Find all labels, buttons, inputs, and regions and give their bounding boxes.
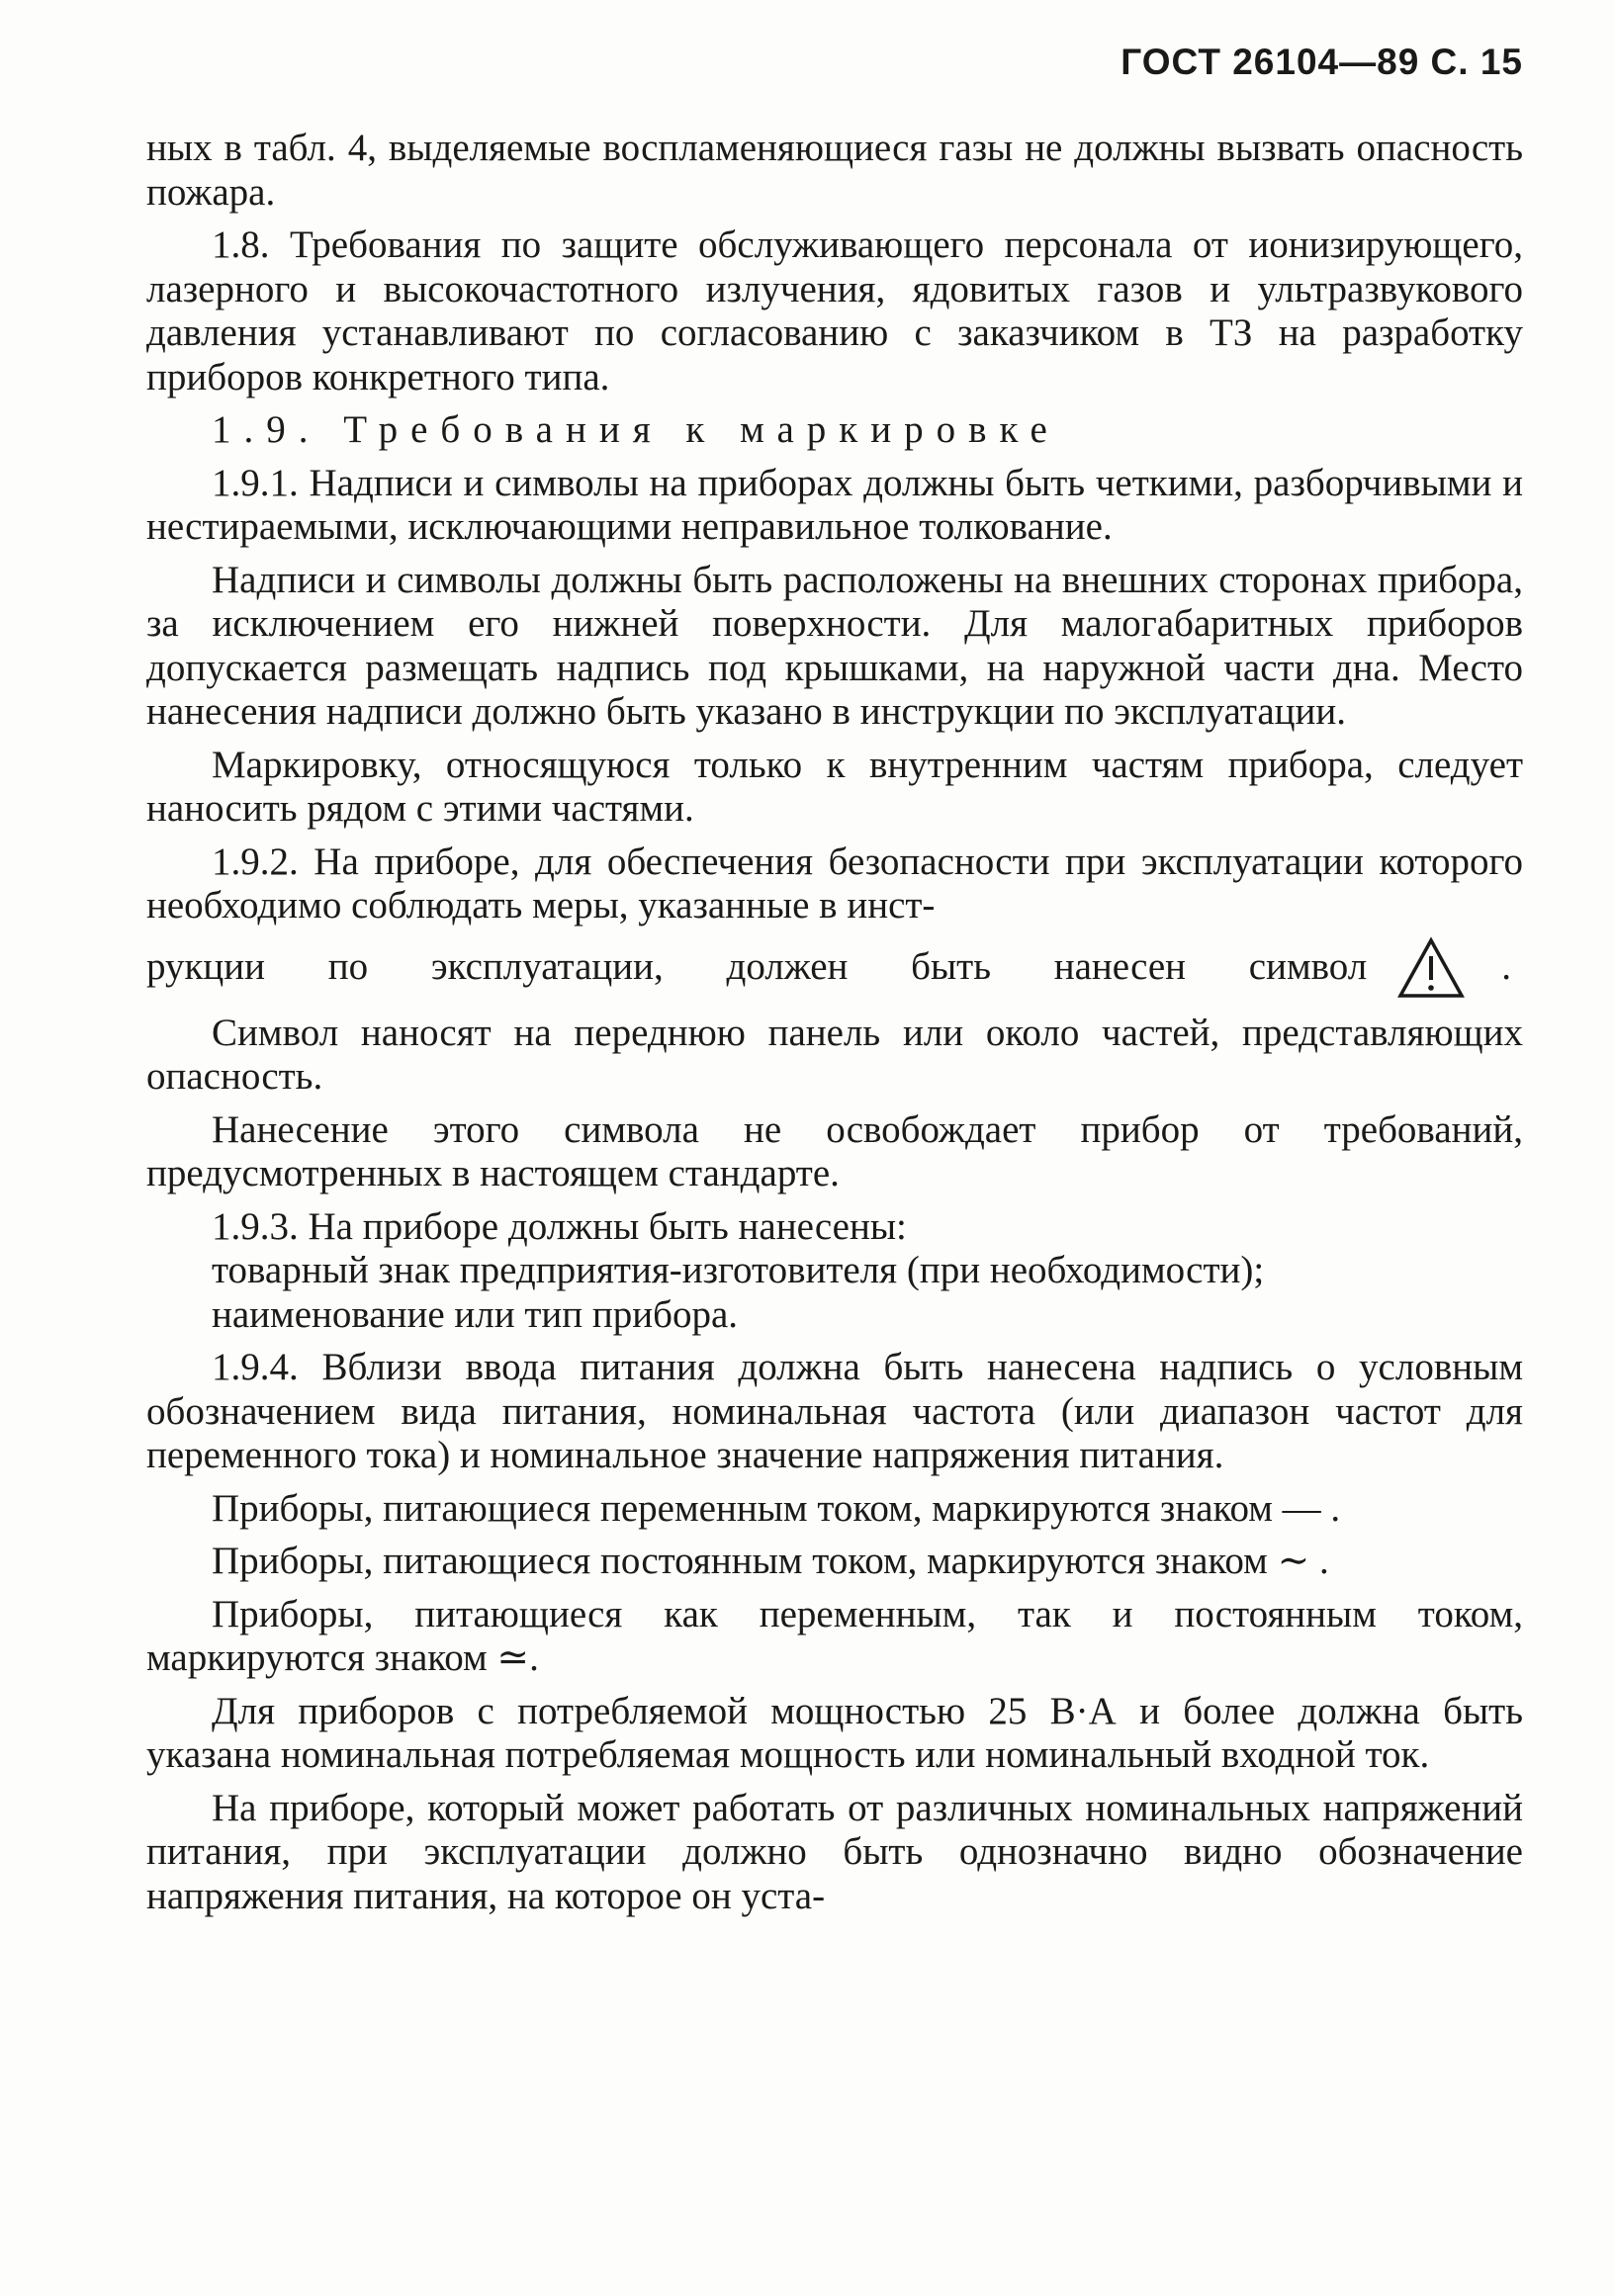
- section-heading-1-9: 1.9. Требования к маркировке: [212, 408, 1060, 451]
- list-item-device-name: наименование или тип прибора.: [212, 1292, 739, 1336]
- paragraph-acdc-marking: Приборы, питающиеся как переменным, так и постоянным током, маркируются знаком ≃.: [146, 1592, 1523, 1679]
- paragraph-1-9-3: 1.9.3. На приборе должны быть нанесены:: [212, 1204, 907, 1248]
- page-header: ГОСТ 26104—89 С. 15: [1121, 42, 1523, 82]
- paragraph-inscriptions-placement: Надписи и символы должны быть расположены на внешних сторонах прибора, за исключением его нижней поверхности. Для малогабаритных приборов допускается размещать надпись под крышками, на наружной части дна. Место нанесения надписи должно быть указано в инструкции по эксплуатации.: [146, 558, 1523, 733]
- paragraph-continuation: ных в табл. 4, выделяемые воспламеняющиеся газы не должны вызвать опасность пожара.: [146, 127, 1523, 214]
- paragraph-dc-marking: Приборы, питающиеся постоянным током, маркируются знаком ∼ .: [212, 1540, 1329, 1582]
- list-item-trademark: товарный знак предприятия-изготовителя (при необходимости);: [212, 1249, 1265, 1291]
- paragraph-1-9-2: 1.9.2. На приборе, для обеспечения безопасности при эксплуатации которого необходимо соблюдать меры, указанные в инст-: [146, 839, 1523, 927]
- paragraph-symbol-obligation: Нанесение этого символа не освобождает прибор от требований, предусмотренных в настоящем стандарте.: [146, 1107, 1523, 1194]
- paragraph-1-8: 1.8. Требования по защите обслуживающего персонала от ионизирующего, лазерного и высокочастотного излучения, ядовитых газов и ультразвукового давления устанавливают по согласованию с заказчиком в ТЗ на разработку приборов конкретного типа.: [146, 223, 1523, 398]
- paragraph-1-9-4: 1.9.4. Вблизи ввода питания должна быть нанесена надпись о условным обозначением вида питания, номинальная частота (или диапазон частот для переменного тока) и номинальное значение напряжения питания.: [146, 1346, 1523, 1476]
- sentence-period: .: [1501, 945, 1511, 989]
- warning-symbol-line: [146, 936, 1523, 1000]
- warning-triangle-icon: [1396, 936, 1466, 1000]
- paragraph-power-rating: Для приборов с потребляемой мощностью 25 В·А и более должна быть указана номинальная потребляемая мощность или номинальный входной ток.: [146, 1689, 1523, 1776]
- paragraph-1-9-1: 1.9.1. Надписи и символы на приборах должны быть четкими, разборчивыми и нестираемыми, исключающими неправильное толкование.: [146, 461, 1523, 548]
- paragraph-voltage-selection: На приборе, который может работать от различных номинальных напряжений питания, при эксплуатации должно быть однозначно видно обозначение напряжения питания, на которое он уста-: [146, 1786, 1523, 1917]
- paragraph-internal-marking: Маркировку, относящуюся только к внутренним частям прибора, следует наносить рядом с этими частями.: [146, 743, 1523, 830]
- paragraph-symbol-placement: Символ наносят на переднюю панель или около частей, представляющих опасность.: [146, 1011, 1523, 1098]
- warning-symbol-text: рукции по эксплуатации, должен быть нанесен символ: [146, 945, 1368, 989]
- paragraph-ac-marking: Приборы, питающиеся переменным током, маркируются знаком — .: [212, 1486, 1341, 1530]
- document-body: [146, 127, 1523, 1927]
